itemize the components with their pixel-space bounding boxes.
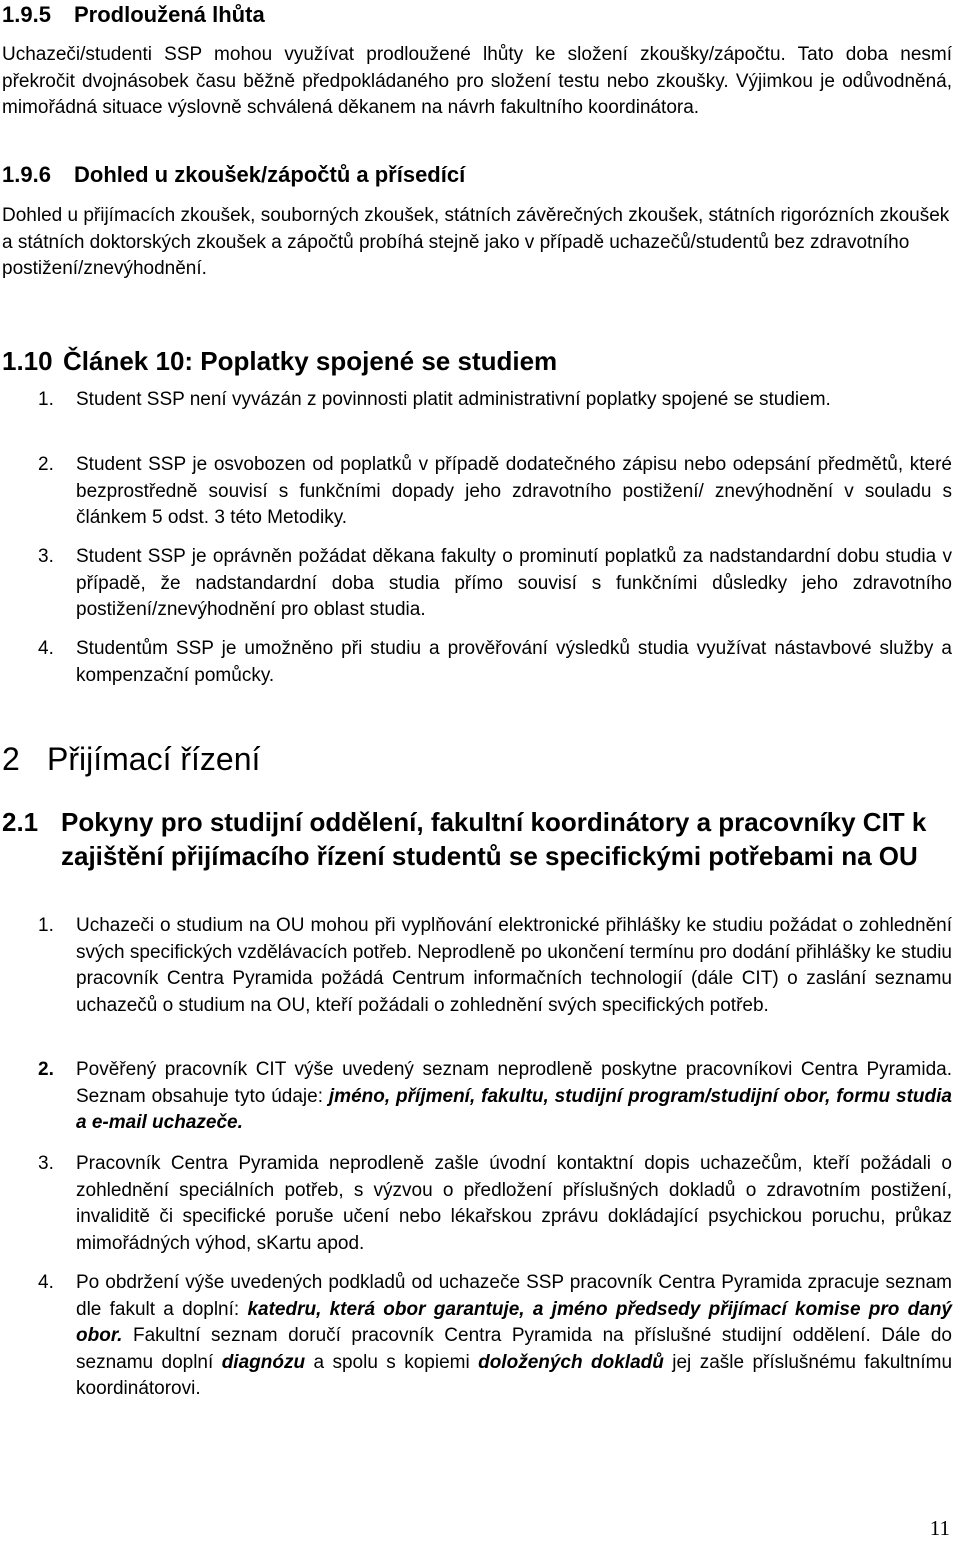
emphasis-required-data: jméno, příjmení, fakultu, studijní program/studijní obor, formu studia a e-mail uchazeče. [76, 1085, 952, 1133]
list-item-text: Pracovník Centra Pyramida neprodleně zašle úvodní kontaktní dopis uchazečům, kteří požádali o zohlednění speciálních potřeb, s výzvou o předložení příslušných dokladů o zdravotním postižení, invaliditě či specifické poruše učení nebo lékařskou zprávu dokládající psychickou poruchu, průkaz mimořádných výhod, sKartu apod. [76, 1153, 952, 1254]
heading-1-9-5 [2, 2, 265, 28]
emphasis-diagnosis: diagnózu [221, 1351, 306, 1373]
text-run: a spolu s kopiemi [305, 1351, 479, 1373]
list-item-number: 1. [38, 389, 54, 410]
paragraph-exam-supervision: Dohled u přijímacích zkoušek, souborných zkoušek, státních závěrečných zkoušek, státních rigorózních zkoušek a státních doktorských zkoušek a zápočtů probíhá stejně jako v případě uchazečů/studentů bez zdravotního postižení/znevýhodnění. [2, 205, 950, 279]
heading-2-1 [2, 806, 942, 873]
list-item [38, 387, 952, 414]
list-item [38, 1151, 952, 1257]
emphasis-department: katedru, která obor garantuje, a jméno předsedy přijímací komise pro daný obor. [76, 1298, 952, 1346]
heading-title: Přijímací řízení [47, 741, 261, 777]
list-item-text [76, 1057, 952, 1137]
list-item-text: Student SSP je oprávněn požádat děkana fakulty o prominutí poplatků za nadstandardní dobu studia v případě, že nadstandardní doba studia přímo souvisí s funkčními důsledky jeho zdravotního postižení/znevýhodnění pro oblast studia. [76, 546, 952, 620]
page-number: 11 [929, 1516, 950, 1540]
heading-1-10 [2, 346, 557, 376]
paragraph-extended-deadline: Uchazeči/studenti SSP mohou využívat prodloužené lhůty ke složení zkoušky/zápočtu. Tato doba nesmí překročit dvojnásobek času běžně předpokládaného pro složení testu nebo zkoušky. Výjimkou je odůvodněná, mimořádná situace výslovně schválená děkanem na návrh fakultního koordinátora. [2, 44, 952, 118]
list-item-number: 2. [38, 1059, 54, 1080]
list-item-number: 3. [38, 546, 54, 567]
list-item-text: Student SSP je osvobozen od poplatků v případě dodatečného zápisu nebo odepsání předmětů, které bezprostředně souvisí s funkčními dopady jeho zdravotního postižení/ znevýhodnění v souladu s článkem 5 odst. 3 této Metodiky. [76, 454, 952, 528]
heading-number: 1.9.5 [2, 2, 51, 27]
text-run: Pověřený pracovník CIT výše uvedený seznam neprodleně poskytne pracovníkovi Centra Pyramida. Seznam obsahuje tyto údaje: [76, 1059, 952, 1107]
heading-2 [2, 741, 260, 777]
text-run: Fakultní seznam doručí pracovník Centra Pyramida na příslušné studijní oddělení. Dále do seznamu doplní [76, 1325, 952, 1373]
list-item [38, 452, 952, 532]
list-item-text: Studentům SSP je umožněno při studiu a prověřování výsledků studia využívat nástavbové služby a kompenzační pomůcky. [76, 638, 952, 686]
heading-number: 1.9.6 [2, 162, 51, 187]
list-item-number: 4. [38, 638, 54, 659]
heading-1-9-6 [2, 162, 465, 188]
text-run: Po obdržení výše uvedených podkladů od uchazeče SSP pracovník Centra Pyramida zpracuje seznam dle fakult a doplní: [76, 1272, 952, 1320]
list-item [38, 913, 952, 1019]
list-item-number: 4. [38, 1272, 54, 1293]
list-item [38, 636, 952, 689]
list-item [38, 544, 952, 624]
list-item-text: Student SSP není vyvázán z povinnosti platit administrativní poplatky spojené se studiem. [76, 389, 831, 410]
list-item-number: 2. [38, 454, 54, 475]
list-item-number: 1. [38, 915, 54, 936]
heading-title: Dohled u zkoušek/zápočtů a přísedící [74, 162, 466, 187]
list-item [38, 1270, 952, 1403]
heading-title: Prodloužená lhůta [74, 2, 265, 27]
emphasis-documents: doložených dokladů [478, 1351, 664, 1373]
heading-title: Pokyny pro studijní oddělení, fakultní koordinátory a pracovníky CIT k zajištění přijímacího řízení studentů se specifickými potřebami na OU [61, 807, 927, 871]
heading-number: 2.1 [2, 807, 39, 837]
list-item-text [76, 1270, 952, 1403]
list-item-text: Uchazeči o studium na OU mohou při vyplňování elektronické přihlášky ke studiu požádat o zohlednění svých specifických vzdělávacích potřeb. Neprodleně po ukončení termínu pro dodání přihlášky ke studiu pracovník Centra Pyramida požádá Centrum informačních technologií (dále CIT) o zaslání seznamu uchazečů o studium na OU, kteří požádali o zohlednění svých specifických potřeb. [76, 915, 952, 1016]
list-item-number: 3. [38, 1153, 54, 1174]
list-item [38, 1057, 952, 1137]
heading-title: Článek 10: Poplatky spojené se studiem [63, 346, 558, 376]
heading-number: 1.10 [2, 346, 53, 376]
text-run: jej zašle příslušnému fakultnímu koordinátorovi. [76, 1351, 953, 1399]
heading-number: 2 [2, 741, 20, 777]
